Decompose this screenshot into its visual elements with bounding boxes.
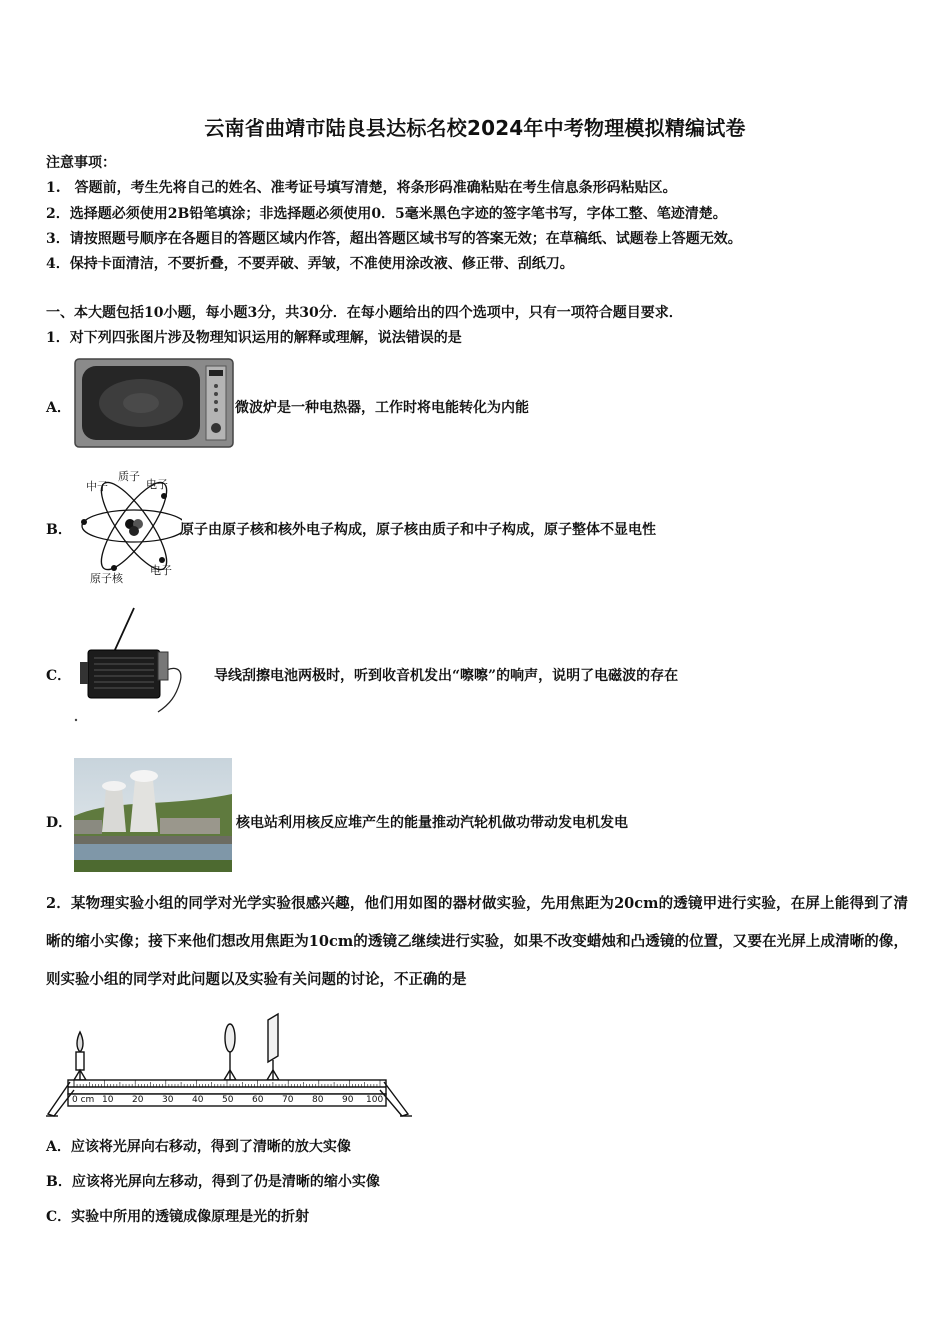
ruler-tick-40: 40 [192,1095,204,1105]
ruler-tick-50: 50 [222,1095,234,1105]
q1-option-c-text: 导线刮擦电池两极时，听到收音机发出“嚓嚓”的响声，说明了电磁波的存在 [214,668,679,684]
q2-option-b-label: B． [46,1174,72,1190]
notice-item-4: 4．保持卡面清洁，不要折叠，不要弄破、弄皱，不准使用涂改液、修正带、刮纸刀。 [46,256,574,272]
q1-option-d-text: 核电站利用核反应堆产生的能量推动汽轮机做功带动发电机发电 [236,815,628,831]
ruler-tick-90: 90 [342,1095,354,1105]
notice-item-2: 2．选择题必须使用2B铅笔填涂；非选择题必须使用0．5毫米黑色字迹的签字笔书写，字体工整、笔迹清楚。 [46,206,727,222]
ruler-tick-100: 100 [366,1095,384,1105]
ruler-tick-10: 10 [102,1095,114,1105]
label-neutron: 中子 [86,480,108,493]
q2-option-a-text: 应该将光屏向右移动，得到了清晰的放大实像 [70,1139,351,1155]
notice-heading: 注意事项： [46,155,116,171]
q1-option-b-text: 原子由原子核和核外电子构成，原子核由质子和中子构成，原子整体不显电性 [180,522,656,538]
q2-option-b [46,1171,380,1191]
label-proton: 质子 [118,470,140,483]
q2-option-c-text: 实验中所用的透镜成像原理是光的折射 [71,1209,310,1225]
microwave-image [74,358,234,448]
notice-item-3: 3．请按照题号顺序在各题目的答题区域内作答，超出答题区域书写的答案无效；在草稿纸、试题卷上答题无效。 [46,231,742,247]
label-nucleus: 原子核 [90,572,123,585]
label-electron-bottom: 电子 [150,564,172,577]
ruler-tick-labels [72,1095,384,1107]
q2-option-c-label: C． [46,1209,72,1225]
ruler-tick-30: 30 [162,1095,174,1105]
ruler-tick-80: 80 [312,1095,324,1105]
q2-option-a-label: A． [46,1139,71,1155]
notice-item-1: 1. 答题前，考生先将自己的姓名、准考证号填写清楚，将条形码准确粘贴在考生信息条形码粘贴区。 [46,180,677,196]
q1-option-a-text: 微波炉是一种电热器，工作时将电能转化为内能 [235,400,529,416]
q1-option-b-label: B． [46,522,72,538]
q1-option-c-label: C． [46,668,72,684]
q1-option-a-label: A． [46,400,71,416]
nuclear-plant-photo [74,758,232,872]
ruler-tick-60: 60 [252,1095,264,1105]
ruler-tick-0: 0 cm [72,1095,95,1105]
q1-option-d-label: D． [46,815,73,831]
radio-battery-image [74,604,214,724]
section-heading: 一、本大题包括10小题，每小题3分，共30分．在每小题给出的四个选项中，只有一项符合题目要求． [46,305,683,321]
optical-bench-diagram [44,1010,416,1122]
ruler-tick-70: 70 [282,1095,294,1105]
q2-option-a [46,1136,351,1156]
q2-stem: 2．某物理实验小组的同学对光学实验很感兴趣，他们用如图的器材做实验，先用焦距为20cm的透镜甲进行实验，在屏上能得到了清晰的缩小实像；接下来他们想改用焦距为10cm的透镜乙继续进行实验，如果不改变蜡烛和凸透镜的位置，又要在光屏上成清晰的像，则实验小组的同学对此问题以及实验有关问题的讨论，不正确的是 [46,895,908,988]
ruler-tick-20: 20 [132,1095,144,1105]
q2-option-b-text: 应该将光屏向左移动，得到了仍是清晰的缩小实像 [71,1174,380,1190]
label-electron-top: 电子 [146,478,168,491]
q1-stem: 1．对下列四张图片涉及物理知识运用的解释或理解，说法错误的是 [46,330,462,346]
page-title: 云南省曲靖市陆良县达标名校2024年中考物理模拟精编试卷 [204,116,746,140]
atom-diagram [74,466,182,586]
q2-option-c [46,1206,309,1226]
